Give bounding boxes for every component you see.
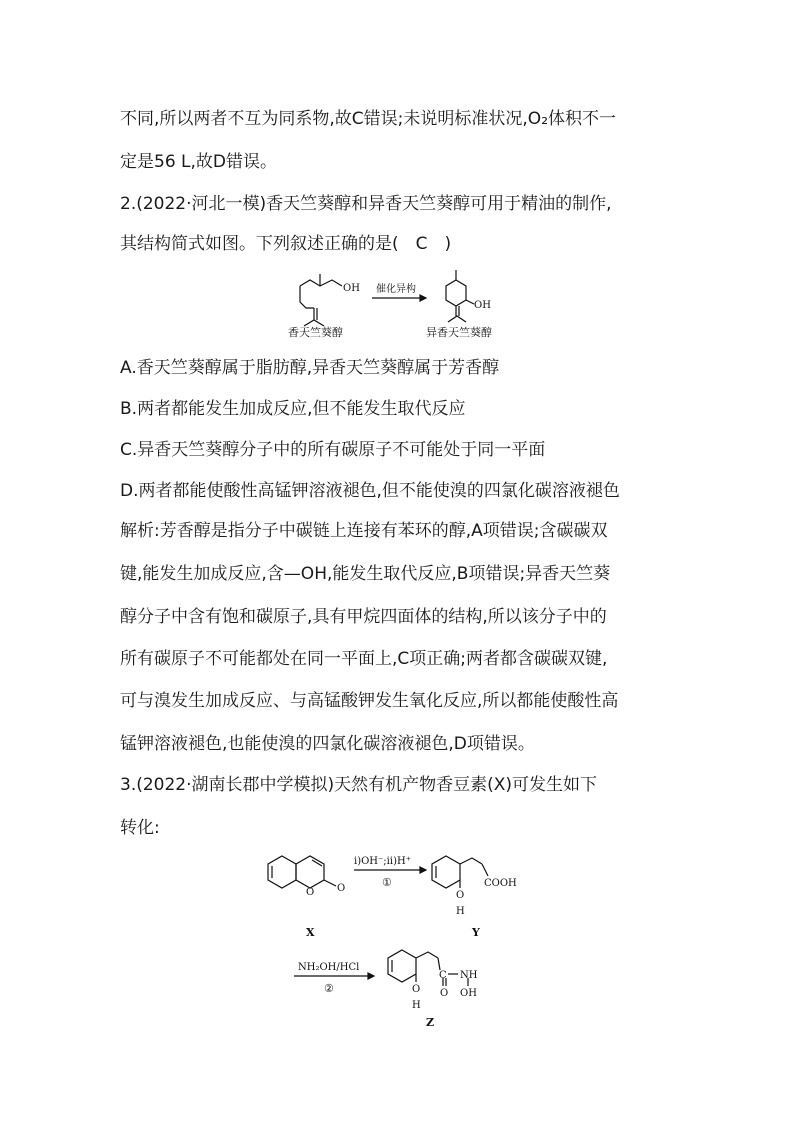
q2-structure-figure <box>280 266 520 340</box>
isogeraniol-oh: OH <box>474 300 491 311</box>
q2-option-b: B.两者都能发生加成反应,但不能发生取代反应 <box>120 399 466 419</box>
geraniol-oh: OH <box>343 283 360 294</box>
q2-analysis-2: 键,能发生加成反应,含—OH,能发生取代反应,B项错误;异香天竺葵 <box>120 564 611 584</box>
q2-option-c: C.异香天竺葵醇分子中的所有碳原子不可能处于同一平面 <box>120 440 546 460</box>
label-x: X <box>306 926 315 939</box>
isogeraniol-structure <box>446 270 474 322</box>
coumarin-ring-o: O <box>306 887 315 898</box>
z-o: O <box>412 984 421 995</box>
y-h: H <box>456 906 465 917</box>
q3-reaction-figure <box>262 848 552 1033</box>
step2-reagent: NH₂OH/HCl <box>298 962 360 973</box>
intro-line-2: 定是56 L,故D错误。 <box>120 152 278 172</box>
q2-analysis-3: 醇分子中含有饱和碳原子,具有甲烷四面体的结构,所以该分子中的 <box>120 607 607 627</box>
q2-analysis-4: 所有碳原子不可能都处在同一平面上,C项正确;两者都含碳碳双键, <box>120 649 608 669</box>
z-structure <box>388 950 468 986</box>
step2-number: ② <box>324 982 334 995</box>
y-structure <box>432 856 488 888</box>
isogeraniol-label: 异香天竺葵醇 <box>426 326 492 339</box>
q3-stem-line-1: 3.(2022·湖南长郡中学模拟)天然有机产物香豆素(X)可发生如下 <box>120 775 598 795</box>
q2-option-a: A.香天竺葵醇属于脂肪醇,异香天竺葵醇属于芳香醇 <box>120 358 500 378</box>
q2-analysis-6: 锰钾溶液褪色,也能使溴的四氯化碳溶液褪色,D项错误。 <box>120 734 535 754</box>
label-z: Z <box>426 1016 435 1029</box>
geraniol-label: 香天竺葵醇 <box>288 326 343 339</box>
coumarin-structure <box>268 856 336 888</box>
q2-stem-line-2: 其结构简式如图。下列叙述正确的是( C ) <box>120 234 452 254</box>
step1-number: ① <box>382 876 392 889</box>
q2-analysis-1: 解析:芳香醇是指分子中碳链上连接有苯环的醇,A项错误;含碳碳双 <box>120 521 608 541</box>
q3-stem-line-2: 转化: <box>120 818 160 838</box>
z-h: H <box>412 1000 421 1011</box>
z-carbonyl-o: O <box>440 988 449 999</box>
label-y: Y <box>472 926 480 939</box>
y-o: O <box>456 890 465 901</box>
step1-reagent: ⅰ)OH⁻;ⅱ)H⁺ <box>354 856 411 867</box>
z-oh: OH <box>460 988 477 999</box>
q2-analysis-5: 可与溴发生加成反应、与高锰酸钾发生氧化反应,所以都能使酸性高 <box>120 691 619 711</box>
q2-stem-line-1: 2.(2022·河北一模)香天竺葵醇和异香天竺葵醇可用于精油的制作, <box>120 194 612 214</box>
z-nh: NH <box>460 970 478 981</box>
intro-line-1: 不同,所以两者不互为同系物,故C错误;未说明标准状况,O₂体积不一 <box>120 109 617 129</box>
y-cooh: COOH <box>484 878 517 889</box>
z-c: C <box>439 970 447 981</box>
q2-option-d: D.两者都能使酸性高锰钾溶液褪色,但不能使溴的四氯化碳溶液褪色 <box>120 481 620 501</box>
coumarin-carbonyl-o: O <box>337 883 346 894</box>
geraniol-structure <box>300 274 342 326</box>
isomerization-label: 催化异构 <box>376 284 416 295</box>
